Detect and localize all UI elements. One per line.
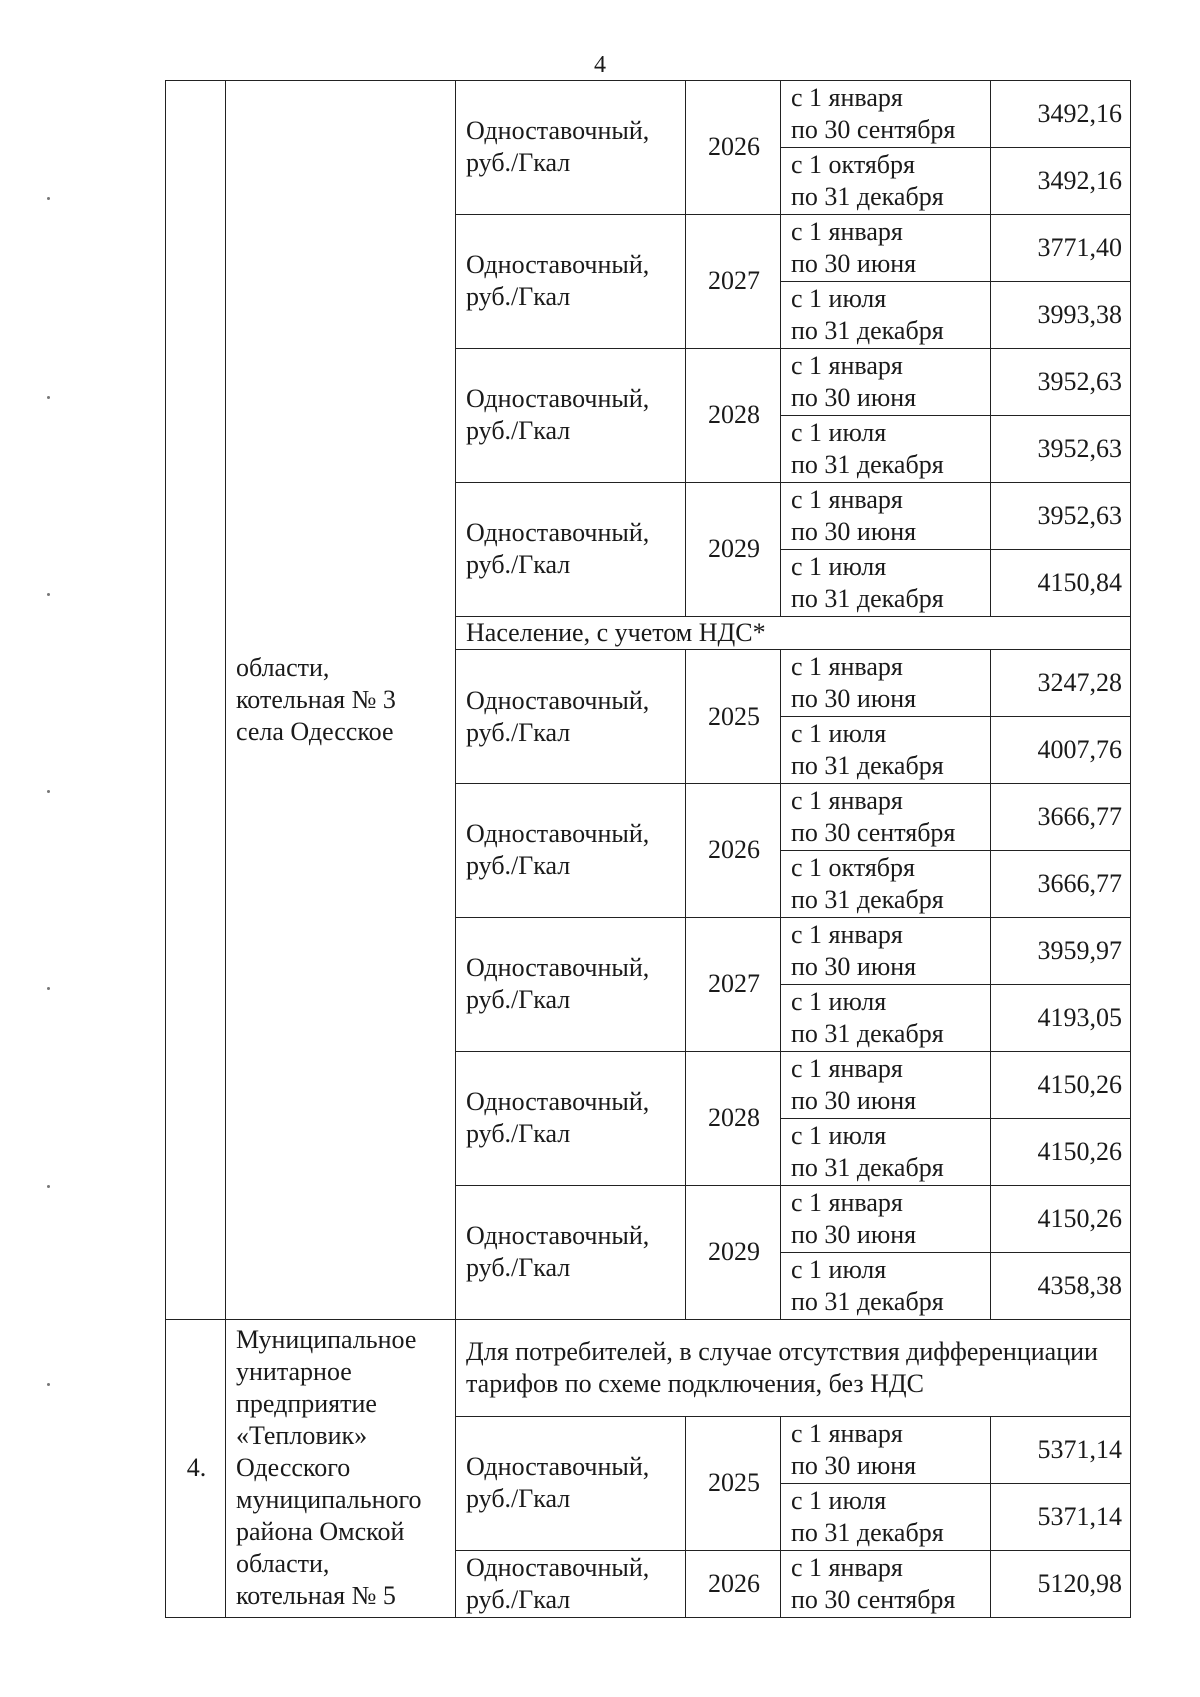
period-cell: с 1 октября по 31 декабря	[781, 850, 991, 917]
period-cell: с 1 июля по 31 декабря	[781, 281, 991, 348]
price-cell: 4193,05	[991, 984, 1131, 1051]
price-cell: 4150,26	[991, 1185, 1131, 1252]
year-cell: 2029	[686, 482, 781, 616]
margin-dot	[47, 197, 50, 200]
price-cell: 3771,40	[991, 214, 1131, 281]
price-cell: 4007,76	[991, 717, 1131, 784]
page-number: 4	[594, 52, 606, 78]
period-cell: с 1 января по 30 июня	[781, 917, 991, 984]
price-cell: 3959,97	[991, 917, 1131, 984]
period-cell: с 1 января по 30 июня	[781, 214, 991, 281]
tariff-type-cell: Одноставочный, руб./Гкал	[456, 650, 686, 784]
price-cell: 4150,26	[991, 1051, 1131, 1118]
period-cell: с 1 января по 30 июня	[781, 1185, 991, 1252]
period-cell: с 1 октября по 31 декабря	[781, 147, 991, 214]
price-cell: 5120,98	[991, 1550, 1131, 1617]
period-cell: с 1 июля по 31 декабря	[781, 717, 991, 784]
tariff-type-cell: Одноставочный, руб./Гкал	[456, 1185, 686, 1319]
consumer-group-header: Для потребителей, в случае отсутствия дифференциации тарифов по схеме подключения, без НДС	[456, 1319, 1131, 1416]
price-cell: 4358,38	[991, 1252, 1131, 1319]
period-cell: с 1 января по 30 июня	[781, 1051, 991, 1118]
consumer-group-header: Население, с учетом НДС*	[456, 616, 1131, 649]
period-cell: с 1 января по 30 сентября	[781, 81, 991, 148]
row-number-cell	[166, 81, 226, 1320]
margin-dot	[47, 593, 50, 596]
year-cell: 2026	[686, 81, 781, 215]
tariff-type-cell: Одноставочный, руб./Гкал	[456, 348, 686, 482]
tariff-type-cell: Одноставочный, руб./Гкал	[456, 917, 686, 1051]
period-cell: с 1 января по 30 сентября	[781, 1550, 991, 1617]
price-cell: 3952,63	[991, 415, 1131, 482]
price-cell: 5371,14	[991, 1483, 1131, 1550]
year-cell: 2026	[686, 1550, 781, 1617]
table-row	[166, 81, 1131, 148]
organization-name-cell	[226, 81, 456, 1320]
row-number-cell: 4.	[166, 1319, 226, 1617]
year-cell: 2027	[686, 917, 781, 1051]
margin-dot	[47, 396, 50, 399]
period-cell: с 1 июля по 31 декабря	[781, 984, 991, 1051]
price-cell: 3247,28	[991, 650, 1131, 717]
tariff-type-cell: Одноставочный, руб./Гкал	[456, 1417, 686, 1551]
year-cell: 2028	[686, 348, 781, 482]
year-cell: 2029	[686, 1185, 781, 1319]
tariff-type-cell: Одноставочный, руб./Гкал	[456, 784, 686, 918]
price-cell: 5371,14	[991, 1417, 1131, 1484]
organization-name-line: области,	[236, 652, 330, 682]
period-cell: с 1 января по 30 июня	[781, 348, 991, 415]
price-cell: 3952,63	[991, 482, 1131, 549]
period-cell: с 1 января по 30 сентября	[781, 784, 991, 851]
tariff-type-cell: Одноставочный, руб./Гкал	[456, 1051, 686, 1185]
organization-name-line: котельная № 3	[236, 684, 396, 714]
year-cell: 2027	[686, 214, 781, 348]
year-cell: 2026	[686, 784, 781, 918]
period-cell: с 1 января по 30 июня	[781, 650, 991, 717]
tariff-type-cell: Одноставочный, руб./Гкал	[456, 214, 686, 348]
price-cell: 3492,16	[991, 81, 1131, 148]
year-cell: 2025	[686, 650, 781, 784]
price-cell: 3666,77	[991, 784, 1131, 851]
price-cell: 3952,63	[991, 348, 1131, 415]
margin-dot	[47, 987, 50, 990]
organization-name-cell: Муниципальное унитарное предприятие «Тепловик» Одесского муниципального района Омской области, котельная № 5	[226, 1319, 456, 1617]
tariff-type-cell: Одноставочный, руб./Гкал	[456, 1550, 686, 1617]
price-cell: 4150,84	[991, 549, 1131, 616]
tariff-type-cell: Одноставочный, руб./Гкал	[456, 81, 686, 215]
period-cell: с 1 июля по 31 декабря	[781, 1118, 991, 1185]
tariff-table	[165, 80, 1131, 1618]
price-cell: 3993,38	[991, 281, 1131, 348]
period-cell: с 1 января по 30 июня	[781, 482, 991, 549]
year-cell: 2028	[686, 1051, 781, 1185]
year-cell: 2025	[686, 1417, 781, 1551]
organization-name-line: села Одесское	[236, 716, 394, 746]
margin-dot	[47, 790, 50, 793]
period-cell: с 1 января по 30 июня	[781, 1417, 991, 1484]
period-cell: с 1 июля по 31 декабря	[781, 415, 991, 482]
price-cell: 3492,16	[991, 147, 1131, 214]
price-cell: 4150,26	[991, 1118, 1131, 1185]
margin-dot	[47, 1383, 50, 1386]
margin-dot	[47, 1185, 50, 1188]
table-row	[166, 1319, 1131, 1416]
period-cell: с 1 июля по 31 декабря	[781, 1252, 991, 1319]
period-cell: с 1 июля по 31 декабря	[781, 549, 991, 616]
tariff-type-cell: Одноставочный, руб./Гкал	[456, 482, 686, 616]
period-cell: с 1 июля по 31 декабря	[781, 1483, 991, 1550]
price-cell: 3666,77	[991, 850, 1131, 917]
